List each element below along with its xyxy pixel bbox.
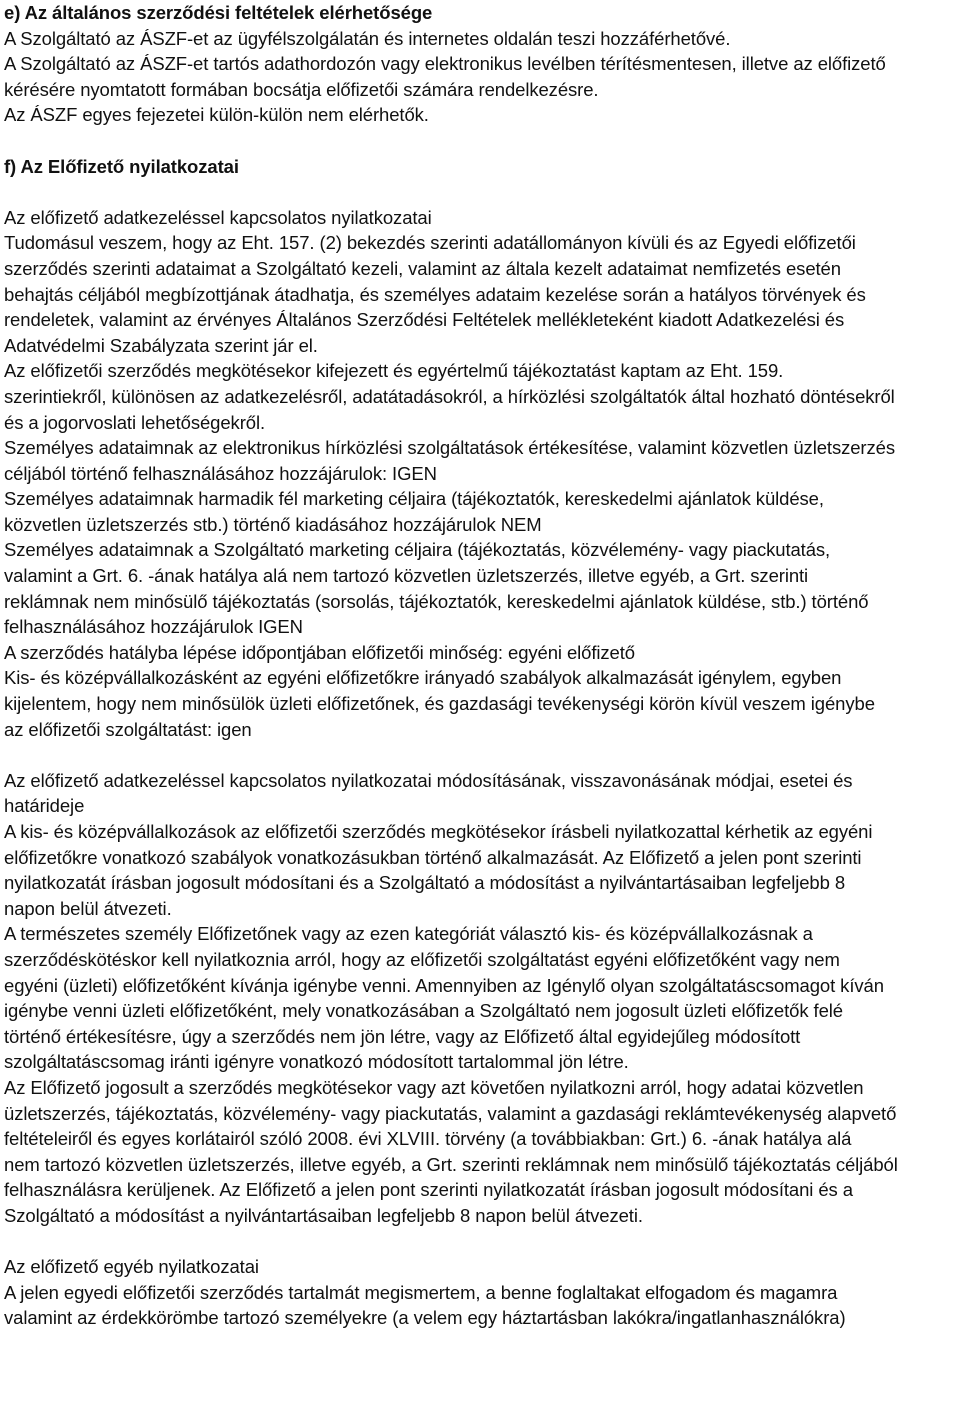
paragraph-line: céljából történő felhasználásához hozzájárulok: IGEN bbox=[4, 462, 437, 484]
paragraph-line: A természetes személy Előfizetőnek vagy az ezen kategóriát választó kis- és középvállalkozásnak a bbox=[4, 923, 813, 945]
paragraph-line: behajtás céljából megbízottjának átadhatja, és személyes adataim kezelése során a hatályos törvények és bbox=[4, 283, 866, 305]
paragraph-line: Személyes adataimnak a Szolgáltató marketing céljaira (tájékoztatás, közvélemény- vagy piackutatás, bbox=[4, 539, 831, 561]
paragraph-line: valamint az érdekkörömbe tartozó személyekre (a velem egy háztartásban lakókra/ingatlanhasználókra) bbox=[4, 1307, 846, 1329]
paragraph-line: szerintiekről, különösen az adatkezelésről, adatátadásokról, a hírközlési szolgáltatók által hozható döntésekről bbox=[4, 385, 895, 407]
paragraph-line: Kis- és középvállalkozásként az egyéni előfizetőkre irányadó szabályok alkalmazását igénylem, egyben bbox=[4, 667, 842, 689]
paragraph-line: valamint a Grt. 6. -ának hatálya alá nem tartozó közvetlen üzletszerzés, illetve egyéb, a Grt. szerinti bbox=[4, 565, 809, 587]
section-heading-f: f) Az Előfizető nyilatkozatai bbox=[4, 155, 239, 177]
spacer bbox=[4, 1229, 950, 1255]
paragraph-line: A szerződés hatályba lépése időpontjában előfizetői minőség: egyéni előfizető bbox=[4, 641, 635, 663]
paragraph-line: közvetlen üzletszerzés stb.) történő kiadásához hozzájárulok NEM bbox=[4, 513, 542, 535]
spacer bbox=[4, 742, 950, 768]
paragraph-line: igénybe venni üzleti előfizetőként, mely vonatkozásában a Szolgáltató nem jogosult üzleti előfizetők felé bbox=[4, 1000, 843, 1022]
paragraph-line: A kis- és középvállalkozások az előfizetői szerződés megkötésekor írásbeli nyilatkozattal kérhetik az egyéni bbox=[4, 821, 873, 842]
paragraph-line: egyéni (üzleti) előfizetőként kívánja igénybe venni. Amennyiben az Igénylő olyan szolgáltatáscsomagot kíván bbox=[4, 974, 884, 996]
section-heading-e: e) Az általános szerződési feltételek elérhetősége bbox=[4, 2, 433, 23]
paragraph-line: felhasználásra kerüljenek. Az Előfizető a jelen pont szerinti nyilatkozatát írásban jogosult módosítani és a bbox=[4, 1179, 853, 1201]
paragraph-line: kijelentem, hogy nem minősülök üzleti előfizetőnek, és gazdasági tevékenységi körön kívül veszem igénybe bbox=[4, 693, 875, 715]
paragraph-line: Az Előfizető jogosult a szerződés megkötésekor vagy azt követően nyilatkozni arról, hogy adatai közvetlen bbox=[4, 1076, 864, 1098]
paragraph-line: előfizetőkre vonatkozó szabályok vonatkozásukban történő alkalmazását. Az Előfizető a jelen pont szerinti bbox=[4, 846, 862, 868]
paragraph-line: Az ÁSZF egyes fejezetei külön-külön nem elérhetők. bbox=[4, 104, 429, 126]
paragraph-line: szerződés szerinti adataimat a Szolgáltató kezeli, valamint az általa kezelt adataimat nemfizetés esetén bbox=[4, 257, 841, 279]
spacer bbox=[4, 128, 950, 154]
paragraph-line: A jelen egyedi előfizetői szerződés tartalmát megismertem, a benne foglaltakat elfogadom és magamra bbox=[4, 1281, 838, 1303]
paragraph-line: kérésére nyomtatott formában bocsátja előfizetői számára rendelkezésre. bbox=[4, 78, 599, 100]
subsection-heading: Az előfizető adatkezeléssel kapcsolatos nyilatkozatai bbox=[4, 206, 432, 228]
paragraph-line: Adatvédelmi Szabályzata szerint jár el. bbox=[4, 334, 318, 356]
paragraph-line: az előfizetői szolgáltatást: igen bbox=[4, 718, 252, 740]
paragraph-line: Az előfizető adatkezeléssel kapcsolatos nyilatkozatai módosításának, visszavonásának módjai, esetei és bbox=[4, 769, 853, 791]
paragraph-line: nem tartozó közvetlen üzletszerzés, illetve egyéb, a Grt. szerinti reklámnak nem minősülő tájékoztatás céljából bbox=[4, 1153, 898, 1175]
paragraph-line: üzletszerzés, tájékoztatás, közvélemény- vagy piackutatás, valamint a gazdasági reklámtevékenység alapvető bbox=[4, 1102, 897, 1124]
paragraph-line: történő értékesítésre, úgy a szerződés nem jön létre, vagy az Előfizető által egyidejűleg módosított bbox=[4, 1025, 801, 1047]
paragraph-line: felhasználásához hozzájárulok IGEN bbox=[4, 616, 303, 638]
paragraph-line: Az előfizetői szerződés megkötésekor kifejezett és egyértelmű tájékoztatást kaptam az Eht. 159. bbox=[4, 360, 784, 382]
subsection-heading: Az előfizető egyéb nyilatkozatai bbox=[4, 1256, 259, 1278]
paragraph-line: reklámnak nem minősülő tájékoztatás (sorsolás, tájékoztatók, kereskedelmi ajánlatok küldése, stb.) történő bbox=[4, 590, 869, 612]
paragraph-line: szerződéskötéskor kell nyilatkoznia arról, hogy az előfizetői szolgáltatást egyéni előfizetőként vagy nem bbox=[4, 948, 840, 970]
paragraph-line: Szolgáltató a módosítást a nyilvántartásaiban legfeljebb 8 napon belül átvezeti. bbox=[4, 1204, 643, 1226]
paragraph-line: rendeletek, valamint az érvényes Általános Szerződési Feltételek mellékleteként kiadott Adatkezelési és bbox=[4, 309, 845, 331]
paragraph-line: feltételeiről és egyes korlátairól szóló 2008. évi XLVIII. törvény (a továbbiakban: Grt.) 6. -ának hatálya alá bbox=[4, 1128, 852, 1150]
paragraph-line: szolgáltatáscsomag iránti igényre vonatkozó módosított tartalommal jön létre. bbox=[4, 1051, 629, 1073]
paragraph-line: és a jogorvoslati lehetőségekről. bbox=[4, 411, 265, 433]
spacer bbox=[4, 179, 950, 205]
paragraph-line: Személyes adataimnak az elektronikus hírközlési szolgáltatások értékesítése, valamint közvetlen üzletszerzés bbox=[4, 437, 895, 459]
paragraph-line: A Szolgáltató az ÁSZF-et tartós adathordozón vagy elektronikus levélben térítésmentesen, illetve az előfizető bbox=[4, 53, 886, 75]
paragraph-line: napon belül átvezeti. bbox=[4, 897, 172, 919]
document-page bbox=[4, 0, 950, 1331]
paragraph-line: nyilatkozatát írásban jogosult módosítani és a Szolgáltató a módosítást a nyilvántartásaiban legfeljebb 8 bbox=[4, 872, 846, 894]
paragraph-line: Tudomásul veszem, hogy az Eht. 157. (2) bekezdés szerinti adatállományon kívüli és az Egyedi előfizetői bbox=[4, 232, 856, 254]
paragraph-line: A Szolgáltató az ÁSZF-et az ügyfélszolgálatán és internetes oldalán teszi hozzáférhetővé. bbox=[4, 27, 731, 49]
paragraph-line: Személyes adataimnak harmadik fél marketing céljaira (tájékoztatók, kereskedelmi ajánlatok küldése, bbox=[4, 488, 824, 510]
paragraph-line: határideje bbox=[4, 795, 85, 817]
